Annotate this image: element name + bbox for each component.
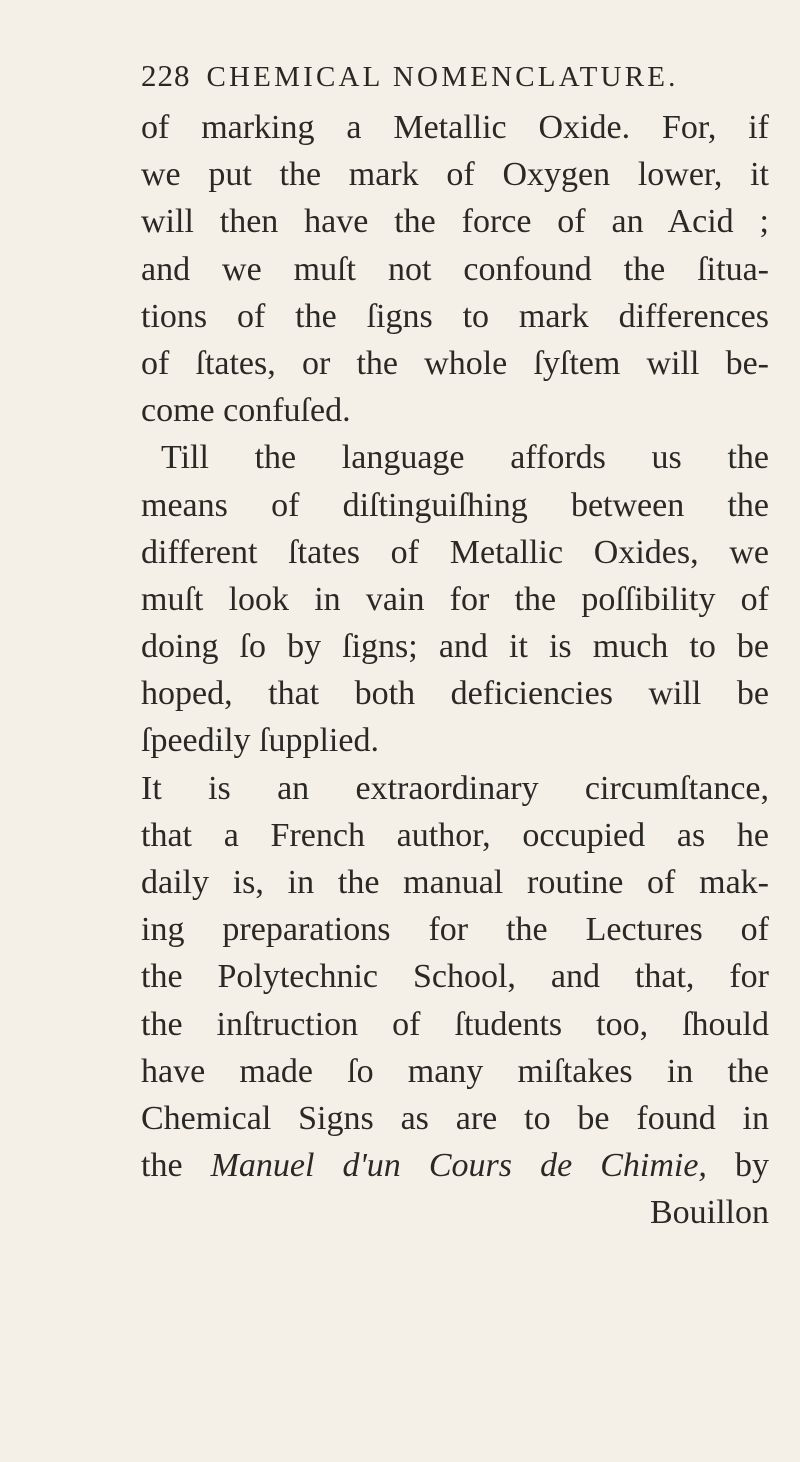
body-text [141,104,769,1237]
text-line: Chemical Signs as are to be found in [141,1099,769,1137]
text-line: we put the mark of Oxygen lower, it [141,156,769,194]
paragraph-start-line: Till the language affords us the [161,439,769,477]
text-line: hoped, that both deficiencies will be [141,675,769,713]
text-line: tions of the ſigns to mark differences [141,297,769,335]
text-line: ſpeedily ſupplied. [141,722,379,760]
text-line: the Polytechnic School, and that, for [141,958,769,996]
text-line: daily is, in the manual routine of mak- [141,864,769,901]
text-line: of ſtates, or the whole ſyſtem will be- [141,344,769,382]
text-line: different ſtates of Metallic Oxides, we [141,533,769,571]
text-line: doing ſo by ſigns; and it is much to be [141,628,769,666]
running-head: CHEMICAL NOMENCLATURE. [206,61,679,93]
text-line-with-title [141,1142,769,1189]
text-line: will then have the force of an Acid ; [141,203,769,241]
text-line: means of diſtinguiſhing between the [141,486,769,524]
text-line: the inſtruction of ſtudents too, ſhould [141,1005,769,1043]
text-line: come confuſed. [141,392,351,430]
page-number: 228 [141,58,191,93]
page-header [141,58,679,98]
paragraph-start-line: It is an extraordinary circumſtance, [141,769,769,807]
text-line: muſt look in vain for the poſſibility of [141,580,769,618]
text-line: that a French author, occupied as he [141,816,769,854]
book-title: Manuel d'un Cours de Chimie, [210,1147,707,1185]
text-line: ing preparations for the Lectures of [141,911,769,949]
line-suffix: by [735,1147,769,1185]
catchword: Bouillon [649,1194,769,1232]
text-line: and we muſt not confound the ſitua- [141,250,769,288]
line-prefix: the [141,1147,183,1185]
text-line: have made ſo many miſtakes in the [141,1052,769,1090]
text-line: of marking a Metallic Oxide. For, if [141,109,769,146]
